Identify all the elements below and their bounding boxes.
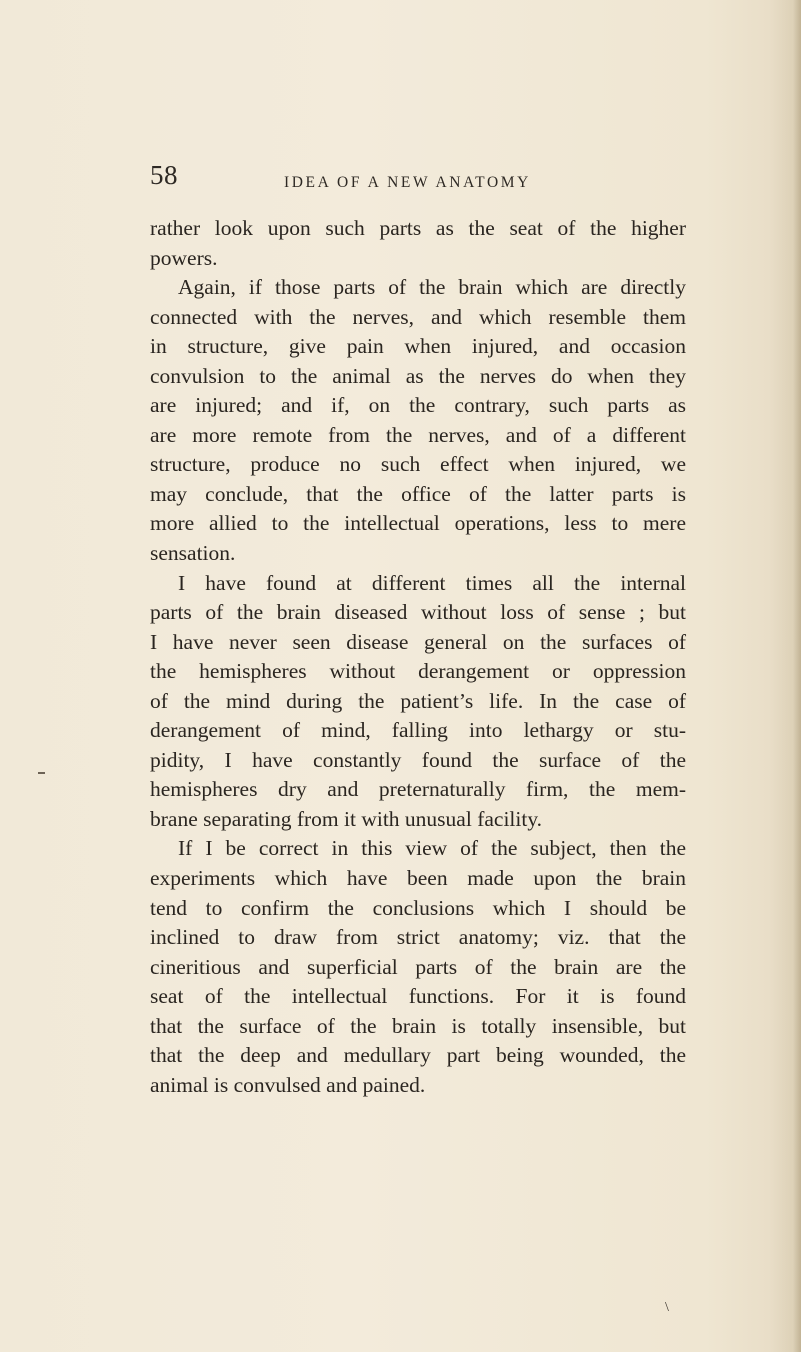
text-line: that the surface of the brain is totally insensible, but — [150, 1013, 686, 1038]
text-line: connected with the nerves, and which resemble them — [150, 304, 686, 329]
text-line: cineritious and superficial parts of the brain are the — [150, 954, 686, 979]
text-line: are injured; and if, on the contrary, such parts as — [150, 393, 686, 418]
text-line: inclined to draw from strict anatomy; viz. that the — [150, 925, 686, 950]
page-edge-shadow — [793, 0, 801, 1352]
footer-mark: \ — [665, 1300, 669, 1315]
text-line: the hemispheres without derangement or oppression — [150, 659, 686, 684]
text-line: brane separating from it with unusual facility. — [150, 806, 543, 831]
text-line: parts of the brain diseased without loss of sense ; but — [150, 600, 686, 625]
text-line: If I be correct in this view of the subject, then the — [178, 836, 686, 861]
text-line: powers. — [150, 245, 218, 270]
text-line: sensation. — [150, 541, 236, 566]
text-line: experiments which have been made upon the brain — [150, 866, 686, 891]
text-line: I have found at different times all the internal — [178, 570, 686, 595]
text-line: derangement of mind, falling into lethargy or stu- — [150, 718, 686, 743]
text-line: that the deep and medullary part being wounded, the — [150, 1043, 686, 1068]
text-line: are more remote from the nerves, and of a different — [150, 422, 686, 447]
body-text — [150, 214, 686, 1100]
text-line: more allied to the intellectual operations, less to mere — [150, 511, 686, 536]
text-line: tend to confirm the conclusions which I should be — [150, 895, 686, 920]
text-line: animal is convulsed and pained. — [150, 1072, 426, 1097]
text-line: of the mind during the patient’s life. In the case of — [150, 688, 686, 713]
margin-mark — [38, 772, 45, 774]
text-line: seat of the intellectual functions. For it is found — [150, 984, 686, 1009]
text-line: I have never seen disease general on the surfaces of — [150, 629, 686, 654]
text-line: structure, produce no such effect when injured, we — [150, 452, 686, 477]
text-line: hemispheres dry and preternaturally firm, the mem- — [150, 777, 686, 802]
text-line: may conclude, that the office of the latter parts is — [150, 481, 686, 506]
text-line: convulsion to the animal as the nerves do when they — [150, 363, 686, 388]
text-line: pidity, I have constantly found the surface of the — [150, 747, 686, 772]
text-line: rather look upon such parts as the seat of the higher — [150, 216, 686, 240]
running-head: IDEA OF A NEW ANATOMY — [284, 174, 531, 191]
text-line: in structure, give pain when injured, and occasion — [150, 334, 686, 359]
text-line: Again, if those parts of the brain which are directly — [178, 275, 686, 300]
page-number: 58 — [150, 160, 178, 190]
